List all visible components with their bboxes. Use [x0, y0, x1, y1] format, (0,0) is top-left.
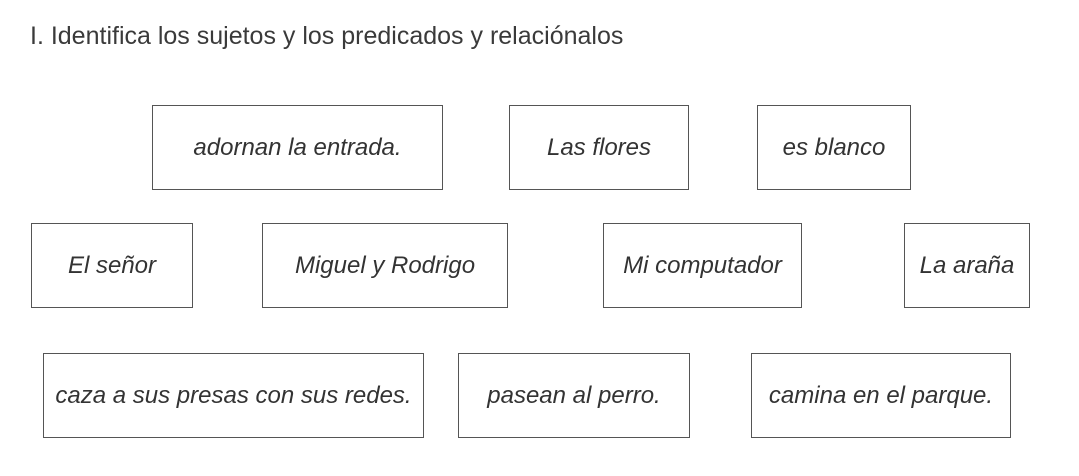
phrase-box-camina-en-el-parque[interactable] — [751, 353, 1011, 438]
phrase-text: El señor — [67, 251, 157, 279]
phrase-box-las-flores[interactable] — [509, 105, 689, 190]
phrase-text: Miguel y Rodrigo — [294, 251, 476, 279]
phrase-box-pasean-al-perro[interactable] — [458, 353, 690, 438]
phrase-box-es-blanco[interactable] — [757, 105, 911, 190]
exercise-title: I. Identifica los sujetos y los predicados y relaciónalos — [30, 22, 624, 50]
phrase-text: adornan la entrada. — [193, 133, 402, 161]
phrase-text: La araña — [919, 251, 1015, 279]
phrase-box-el-senor[interactable] — [31, 223, 193, 308]
phrase-text: caza a sus presas con sus redes. — [55, 381, 412, 409]
phrase-box-la-arana[interactable] — [904, 223, 1030, 308]
phrase-text: Las flores — [546, 133, 652, 161]
phrase-box-caza-a-sus-presas[interactable] — [43, 353, 424, 438]
phrase-box-mi-computador[interactable] — [603, 223, 802, 308]
phrase-text: pasean al perro. — [487, 381, 661, 409]
phrase-box-adornan-la-entrada[interactable] — [152, 105, 443, 190]
phrase-text: es blanco — [782, 133, 886, 161]
phrase-box-miguel-y-rodrigo[interactable] — [262, 223, 508, 308]
phrase-text: camina en el parque. — [768, 381, 994, 409]
phrase-text: Mi computador — [623, 251, 782, 279]
